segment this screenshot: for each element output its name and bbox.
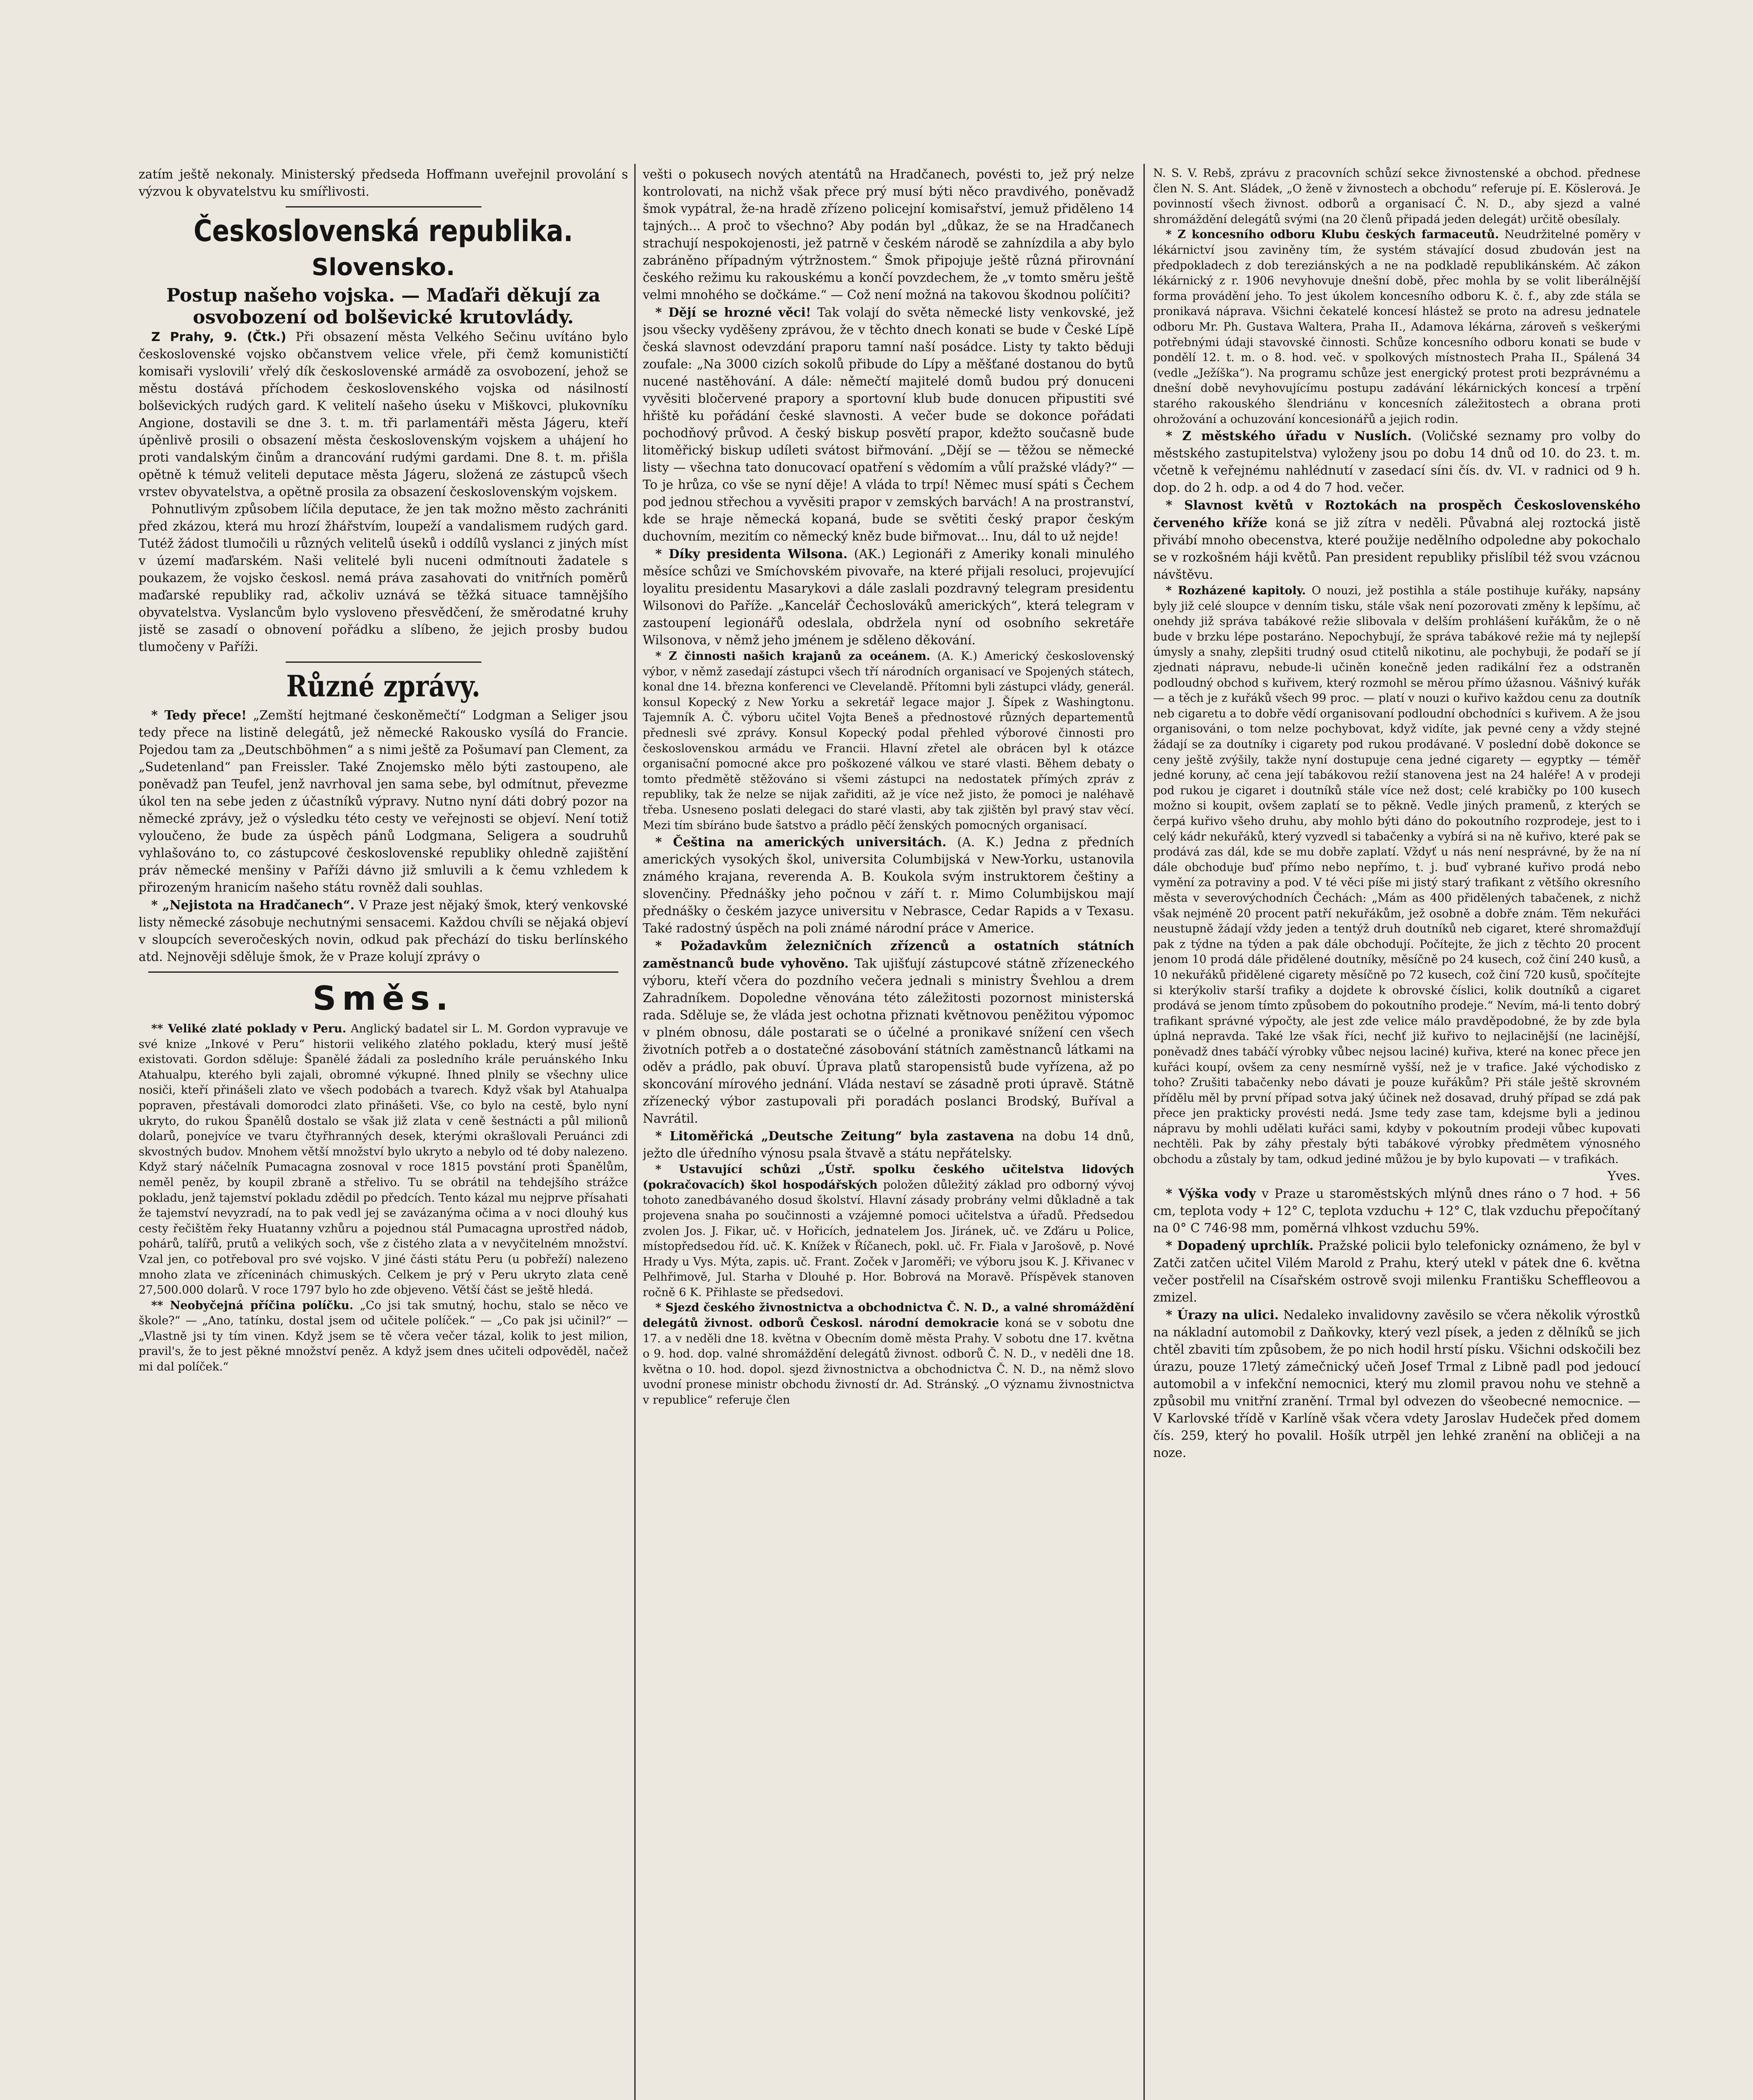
section-title: Československá republika. [193, 214, 573, 248]
news-item [1153, 583, 1640, 1168]
column-3 [1153, 166, 1640, 2100]
article-text: Při obsazení města Velkého Sečinu uvítáno bylo československé vojsko občanstvem velice vřele, při čemž komunističtí komisaři vysloviliʼ vřelý dík československé armádě za osvobození, jehož se městu dostává příchodem československého vojska od násilností bolševických rudých gard. K velitelí našeho úseku v Miškovci, plukovníku Angione, dostavili se dne 3. t. m. tři parlamentáři města Jágeru, kteří úpěnlivě prosili o obsazení města československým vojskem a uhájení ho proti vandalským činům a drancování rudými gardami. Dne 8. t. m. přišla opětně k témuž veliteli deputace města Jágeru, složená ze zástupců všech vrstev obyvatelstva, a opětně prosila za obsazení československým vojskem. [139, 330, 628, 499]
item-lead: * Požadavkům železničních zřízenců a ostatních státních zaměstnanců bude vyhověno. [643, 938, 1134, 971]
news-item [1153, 1306, 1640, 1462]
carryover-text: vešti o pokusech nových atentátů na Hradčanech, povésti to, jež prý nelze kontrolovati, na nichž však přece prý musí býti něco pravdivého, poněvadž šmok vypátral, že-na hradě zřízeno policejní komisařství, jemuž přiděleno 14 tajných... A proč to všechno? Aby podán byl „důkaz, že se na Hradčanech strachují nespokojenosti, jež patrně v českém národě se zahnízdila a aby bylo zabráněno případným výtržnostem.“ Šmok připojuje ještě různá přirovnání českého režimu ku rakouskému a končí povzdechem, že „v tomto směru ještě velmi mnohého se dočkáme.“ — Což není možná na takovou škodnou políčiti? [643, 167, 1134, 302]
item-body: „Co jsi tak smutný, hochu, stalo se něco ve škole?“ — „Ano, tatínku, dostal jsem od učitele políček.“ — „Co pak jsi učinil?“ — „Vlastně jsi ty tím vinen. Když jsem se tě včera večer tázal, kolik to jest milion, pravil's, že to jest pěkné množství peněz. A když jsem dnes učiteli odpověděl, načež mi dal políček.“ [139, 1299, 628, 1374]
divider [286, 206, 481, 207]
news-item [643, 937, 1134, 1127]
item-lead: * Z činnosti našich krajanů za oceánem. [655, 650, 930, 663]
item-lead: * Výška vody [1166, 1186, 1256, 1201]
subsection-title: Slovensko. [311, 254, 455, 281]
item-body: Pražské policii bylo telefonicky oznámeno, že byl v Zatči zatčen učitel Vilém Marold z Prahu, který utekl v pátek dne 6. května večer postřelil na Císařském ostrově svoji milenku Františku Scheffleovou a zmizel. [1153, 1238, 1640, 1305]
item-lead: * Dějí se hrozné věci! [655, 305, 811, 320]
column-1 [139, 166, 628, 2100]
news-item [643, 1162, 1134, 1300]
divider [286, 662, 481, 663]
item-lead: * Díky presidenta Wilsona. [655, 546, 848, 561]
item-body: (Voličské seznamy pro volby do městského zastupitelstva) vyloženy jsou po dobu 14 dnů od 10. do 23. t. m. včetně k veřejnému nahlédnutí v zasedací síni čís. dv. VI. v radnici od 9 h. dop. do 2 h. odp. a od 4 do 7 hod. večer. [1153, 429, 1640, 495]
column-divider [1143, 164, 1145, 2100]
section-title-2: Různé zprávy. [286, 669, 481, 704]
item-body: Neudržitelné poměry v lékárnictví jsou zaviněny tím, že systém stávající dosud zbudován jest na předpokladech z dob tereziánských a ne na podkladě republikánském. Ač zákon lékárnický z r. 1906 nevyhovuje dnešní době, přec mohla by se volit liberálnější forma provádění jeho. To jest úkolem koncesního odboru K. č. f., aby zde stála se pronikavá náprava. Všichni čekatelé koncesí hlástež se proto na adresu jednatele odboru Mr. Ph. Gustava Waltera, Praha II., Adamova lékárna, zároveň s veškerými potřebnými údaji stavovské činnosti. Schůze koncesního odboru konati se bude v pondělí 12. t. m. o 8. hod. več. v spolkových místnostech Praha II., Spálená 34 (vedle „Ježíška“). Na programu schůze jest energický protest proti bezprávnému a dnešní době nevyhovujícímu postupu zadávání lékárnických koncesí a trpění starého rakouského šlendriánu v koncesních záležitostech a obrana proti ohrožování a ochuzování koncesionářů a jejich rodin. [1153, 228, 1640, 426]
signature: Yves. [1607, 1168, 1640, 1183]
item-lead: * Z městského úřadu v Nuslích. [1166, 428, 1412, 444]
item-lead: ** Veliké zlaté poklady v Peru. [151, 1022, 347, 1035]
news-item [1153, 496, 1640, 583]
item-lead: * Ustavující schůzi „Ústř. spolku českého učitelstva lidových (pokračovacích) škol hospodářských [643, 1163, 1134, 1192]
item-body: V Praze jest nějaký šmok, který venkovské listy německé zásobuje nechutnými sensacemi. Každou chvíli se nějaká objeví v sloupcích severočeských novin, odkud pak přechází do tisku berlínského atd. Nejnověji sděluje šmok, že v Praze kolují zprávy o [139, 898, 628, 964]
item-body: (A. K.) Jedna z předních amerických vysokých škol, universita Columbijská v New-Yorku, ustanovila známého krajana, reverenda A. B. Koukola svým instruktorem češtiny a slovenčiny. Přednášky jeho počnou v září t. r. Mimo Columbijskou mají přednášky o českém jazyce universitu v Nebrasce, Cedar Rapids a v Texasu. Také radostný úspěch na poli známé národní práce v Americe. [643, 835, 1134, 936]
news-item [643, 545, 1134, 649]
item-lead: * „Nejistota na Hradčanech“. [151, 898, 355, 912]
article-headline: Postup našeho vojska. — Maďaři děkují za osvobození od bolševické krutovlády. [166, 285, 601, 328]
item-body: Anglický badatel sir L. M. Gordon vypravuje ve své knize „Inkové v Peru“ historii velikého zlatého pokladu, který musí ještě existovati. Gordon sděluje: Španělé žádali za posledního krále peruánského Inku Atahualpu, kterého byli zajali, obromné výkupné. Ihned plnily se všechny ulice nosiči, kteří přinášeli zlato ve všech podobách a tvarech. Když však byl Atahualpa popraven, přestávali domorodci zlato přinášeti. Vše, co bylo na cestě, bylo nyní ukryto, do rukou Španělů dostalo se však již zlata v ceně šestnácti a půl milionů dolarů, ponejvíce ve tvaru čtyřhranných desek, kterými okrašlovali Peruánci zdi skvostných budov. Mnohem větší množství bylo ukryto a nebylo od té doby nalezeno. Když starý náčelník Pumacagna zosnoval v roce 1815 povstání proti Španělům, neměl peněz, by koupil zbraně a střelivo. Tu se obrátil na tehdejšího strážce pokladu, jenž tajemství pokladu zdědil po předcích. Tento kázal mu nejprve přísahati že tajemství nevyzradí, na to pak vedl jej se zavázanýma očima a v noci dlouhý kus cesty řečištěm řeky Huatanny vzhůru a pojednou stál Pumacagna uprostřed nádob, pohárů, talířů, prutů a velikých soch, vše z čistého zlata a v nevyčitelném množství. Vzal jen, co potřeboval pro své vojsko. V jiné části státu Peru (u pobřeží) nalezeno mnoho zlata ve zříceninách chimuských. Celkem je prý v Peru ukryto zlata ceně 27,500.000 dolarů. V roce 1797 bylo ho zde objeveno. Větší část se ještě hledá. [139, 1022, 628, 1297]
item-body: koná se již zítra v neděli. Půvabná alej roztocká jistě přivábí mnoho obecenstva, které použije nedělního odpoledne aby pokochalo se v rozkošném háji květů. Pan president republiky přislíbil též svou vzácnou návštěvu. [1153, 516, 1640, 582]
news-item [1153, 227, 1640, 427]
item-lead: ** Neobyčejná příčina políčku. [151, 1299, 354, 1312]
item-body: Tak volají do světa německé listy venkovské, jež jsou všecky vyděšeny zprávou, že v těchto dnech konati se bude v České Lípě česká slavnost odevzdání praporu tamní naší posádce. Listy ty takto běduji zoufale: „Na 3000 cizích sokolů přibude do Lípy a měšťané dostanou do bytů nucené nastěhování. A dále: němečtí majitelé domů budou prý donuceni vyvěsiti bločervené prapory a sportovní klub bude donucen připustiti své hřiště ku pořádání české slavnosti. A večer bude se dokonce pořádati pochodňový průvod. A český biskup posvětí prapor, kdežto současně bude litoměřický biskup udíleti svátost biřmování. „Dějí se — těžou se německé listy — všechna tato donucovací opatření s vědomím a vůlí pražské vlády?“ — To je hrůza, co vše se nyní děje! A vláda to trpí! Němec musí spáti s Čechem pod jednou střechou a vyvěsiti prapor v zemských barvách! A na prostranství, kde se hraje německá kopaná, bude se světiti český prapor českým duchovním, mezitím co německý kněz bude biřmovat... Inu, dál to už nejde! [643, 305, 1134, 543]
news-item [1153, 427, 1640, 496]
item-body: (A. K.) Americký československý výbor, v němž zasedají zástupci všech tří národních organisací ve Spojených státech, konal dne 14. března konferenci ve Clevelandě. Přítomni byli zástupci vlády, generál. konsul Kopecký z New Yorku a sekretář legace major J. Šípek z Washingtonu. Tajemník A. Č. výboru učitel Vojta Beneš a přednostové různých departementů přednesli své zprávy. Konsul Kopecký podal přehled výborové činnosti pro československou armádu ve Francii. Hlavní zřetel ale obrácen byl k otázce organisační pomocné akce pro poškozené válkou ve staré vlasti. Během debaty o tomto předmětě stěžováno si všemi zástupci na nedostatek přímých zpráv z republiky, tak že nelze se nijak zařiditi, až je více než jisto, že pomoci je naléhavě třeba. Usneseno poslati delegaci do staré vlasti, aby tak zjištěn byl pravý stav věcí. Mezi tím sbíráno bude šatstvo a prádlo pěčí ženských pomocných organisací. [643, 650, 1134, 832]
section-title-3: Směs. [313, 980, 454, 1018]
item-body: položen důležitý základ pro odborný vývoj tohoto zanedbávaného dosud školství. Hlavní zásady probrány velmi důkladně a tak projevena snaha po součinnosti a vzájemné pomoci učitelstva a úřadů. Předsedou zvolen Jos. J. Fikar, uč. v Hořicích, jednatelem Jos. Jiránek, uč. ve Zďáru u Police, místopředsedou říd. uč. K. Knížek v Říčanech, pokl. uč. Fr. Fiala v Jarošově, p. Nové Hrady u Vys. Mýta, zapis. uč. Frant. Zoček v Jaroměři; ve výboru jsou K. J. Křivanec v Pelhřimově, Jul. Starha v Dlouhé p. Hor. Bobrová na Moravě. Příspěvek stanoven ročně 6 K. Přihlaste se předsedovi. [643, 1178, 1134, 1299]
item-lead: * Sjezd českého živnostnictva a obchodnictva Č. N. D., a valné shromáždění delegátů živnost. odborů Českosl. národní demokracie [643, 1301, 1134, 1330]
divider [148, 971, 618, 973]
item-lead: * Slavnost květů v Roztokách na prospěch Československého červeného kříže [1153, 498, 1640, 530]
news-item [1153, 1185, 1640, 1237]
item-body: koná se v sobotu dne 17. a v neděli dne 18. května v Obecním domě města Prahy. V sobotu dne 17. května o 9. hod. dop. valné shromáždění delegátů živnost. odborů Č. N. D., v neděli dne 18. května o 10. hod. dopol. sjezd živnostnictva a obchodnictva Č. N. D., na němž slovo uvodní pronese ministr obchodu živností dr. Ad. Stránský. „O významu živnostnictva v republice“ referuje člen [643, 1317, 1134, 1407]
dateline: Z Prahy, 9. (Čtk.) [151, 330, 286, 344]
carryover-text: zatím ještě nekonaly. Ministerský předseda Hoffmann uveřejnil provolání s výzvou k obyvatelstvu ku smířlivosti. [139, 167, 628, 199]
item-body: Nedaleko invalidovny zavěsilo se včera několik výrostků na nákladní automobil z Daňkovky, který vezl písek, a jeden z dělníků se jich chtěl zbaviti tím způsobem, že po nich hodil hrstí písku. Všichni odskočili bez úrazu, pouze 17letý zámečnický učeň Josef Trmal z Libně padl pod jedoucí automobil a v infekční nemocnici, který mu zlomil pravou nohu ve stehně a způsobil mu vnitřní zranění. Trmal byl odvezen do všeobecné nemocnice. — V Karlovské třídě v Karlíně však včera vdety Jaroslav Hudeček před domem čís. 259, který ho povalil. Hošík utrpěl jen lehké zranění na obličeji a na noze. [1153, 1307, 1640, 1460]
column-divider [634, 164, 636, 2100]
item-body: na dobu 14 dnů, ježto dle úředního výnosu psala štvavě a státu nepřátelsky. [643, 1129, 1134, 1161]
news-item [139, 1298, 628, 1375]
news-item [1153, 1237, 1640, 1306]
item-lead: * Tedy přece! [151, 708, 247, 722]
item-body: O nouzi, jež postihla a stále postihuje kuřáky, napsány byly již celé sloupce v denním tisku, stále však není pozorovati změny k lepšímu, ač onehdy již správa tabákové režie slibovala v delším prohlášení kuřákům, že o ně bude v brzku lépe postaráno. Nepochybují, že správa tabákové režie má ty nejlepší úmysly a snahy, zlepšiti trudný osud ctitelů nikotinu, ale pochybuji, že podaří se jí zjednati nápravu, nebude-li učiněn konečně jeden radikální řez a odstraněn podloudný obchod s kuřivem, který rozmohl se měrou přímo úžasnou. Vášnivý kuřák — a těch je z kuřáků všech 99 proc. — platí v nouzi o kuřivo každou cenu za doutník neb cigaretu a to dobře vědí organisovaní podloudní obchodníci s kuřivem. A že jsou organisováni, o tom nelze pochybovat, když vidíte, jak pevné ceny a vždy stejné žádají se za doutníky i cigarety pod rukou prodávané. V poslední době dokonce se ceny ještě zvýšily, takže nyní dostupuje cena jedné cigarety — egyptky — téměř jedné koruny, ač cena její tabákovou režií stanovena jest na 24 haléře! A v prodeji pod rukou je cigaret i doutníků stále více než dost; celé krabičky po 100 kusech možno si koupit, ovšem zaplatí se to pěkně. Vedle jiných pramenů, z kterých se čerpá kuřivo všeho druhu, aby mohlo býti dáno do pokoutního rozprodeje, jest to i celý kádr nekuřáků, který vyzvedl si tabačenky a vybírá si na ně kuřivo, které pak se prodává zas dál, kde se mu dobře zaplatí. Vždyť u nás není nesprávné, by že na ní dále obchoduje buď přímo nebo nepřímo, t. j. buď vybrané kuřivo prodá nebo vymění za potraviny a pod. V té věci píše mi jistý starý trafikant z většího okresního města v severovýchodních Čechách: „Mám as 400 přidělených tabačenek, z nichž však nejméně 20 procent patří nekuřákům, jež osobně a dobře znám. Těm nekuřáci neustupně žádají vždy jeden a tentýž druh doutníků neb cigaret, které shromažďují pak z týdne na týden a pak dále obchodují. Počítejte, že jich z těchto 20 procent jenom 10 prodá dále přidělené doutníky, měsíčně po 24 kusech, což činí 240 kusů, a 10 nekuřáků přidělené cigarety měsíčně po 72 kusech, což činí 720 kusů, spočítejte si kterýkoliv starší trafiky a dojdete k obrovské číslici, kolik doutníků a cigaret prodává se jenom tímto způsobem do pokoutního prodeje.“ Nevím, má-li tento dobrý trafikant správné výpočty, ale jest zde velice málo pravděpodobné, že by zde byla úplná nepravda. Také lze však říci, nechť již kuřivo to nejlacinější (ne lacinější, poněvadž dnes tabáčí výrobky vůbec nejsou laciné) kuřiva, které na konec přece jen kuřáci koupí, ovšem za ceny nesmírně vyšší, než je v trafice. Jaké východisko z toho? Zrušiti tabačenky nebo dávati je pouze kuřákům? Při stále ještě skrovném přídělu měl by první případ sotva jaký účinek než dosavad, druhý případ se zdá pak přece jen prakticky provésti nedá. Jsme tedy zase tam, kdejsme byli a jedinou nápravu by mohli udělati kuřáci sami, kdyby v pokoutním prodeji vůbec kupovati nechtěli. Pak by záhy přestaly býti tabákové výrobky předmětem výnosného obchodu a zůstaly by tam, odkud jediné můžou je by bylo kupovati — v trafikách. [1153, 584, 1640, 1166]
news-item [643, 1127, 1134, 1162]
carryover-text: N. S. V. Rebš, zprávu z pracovních schůzí sekce živnostenské a obchod. přednese člen N. S. Ant. Sládek, „O ženě v živnostech a obchodu“ referuje pí. E. Köslerová. Je povinností všech živnost. odborů a organisací Č. N. D., aby sjezd a valné shromáždění delegátů svými (na 20 členů připadá jeden delegát) určitě obesílaly. [1153, 167, 1640, 226]
news-item [139, 1021, 628, 1298]
column-2 [643, 166, 1134, 2100]
news-item [139, 706, 628, 896]
item-lead: * Z koncesního odboru Klubu českých farmaceutů. [1166, 228, 1499, 242]
item-lead: * Rozházené kapitoly. [1166, 584, 1306, 598]
item-lead: * Čeština na amerických universitách. [655, 835, 947, 850]
item-lead: * Litoměřická „Deutsche Zeitung“ byla zastavena [655, 1129, 1014, 1144]
article-paragraph [139, 328, 628, 501]
item-lead: * Dopadený uprchlík. [1166, 1238, 1314, 1253]
item-body: „Zemští hejtmané českoněmečtí“ Lodgman a Seliger jsou tedy přece na listině delegátů, jež německé Rakousko vysílá do Francie. Pojedou tam za „Deutschböhmen“ a s nimi ještě za Pošumaví pan Clement, za „Sudetenland“ pan Freissler. Také Znojemsko mělo býti zastoupeno, ale poněvadž pan Teufel, jenž navrhoval jen sama sebe, byl odmítnut, převezme úkol ten na sebe jeden z účastníků výpravy. Nutno nyní dáti dobrý pozor na německé zprávy, jež o výsledku této cesty ve veřejnosti se objeví. Není totiž vyloučeno, že bude za úspěch pánů Lodgmana, Seligera a soudruhů vyhlašováno to, co zástupcové československé republiky ohledně zajištění práv německé menšiny v Paříži dávno již smluvili a k čemu vzhledem k přirozeným hranicím našeho státu rovněž dali souhlas. [139, 708, 628, 895]
item-body: v Praze u staroměstských mlýnů dnes ráno o 7 hod. + 56 cm, teplota vody + 12° C, teplota vzduchu + 12° C, tlak vzduchu přepočítaný na 0° C 746·98 mm, poměrná vlhkost vzduchu 59%. [1153, 1186, 1640, 1235]
news-item [139, 896, 628, 966]
news-item [643, 649, 1134, 833]
news-item [643, 833, 1134, 937]
article-paragraph: Pohnutlivým způsobem líčila deputace, že jen tak možno město zachrániti před zkázou, která mu hrozí žhářstvím, loupeží a vandalismem rudých gard. Tutéž žádost tlumočili u různých velitelů úseků i oddílů vyslanci z jiných míst v území maďarském. Naši velitelé byli nuceni odmítnouti žadatele s poukazem, že vojsko českosl. nemá práva zasahovati do vnitřních poměrů maďarské republiky rad, ačkoliv uznává se těžká situace tamnějšího obyvatelstva. Vyslancům bylo vysloveno přesvědčení, že směrodatné kruhy jistě se zasadí o obnovení pořádku a slíbeno, že jejich prosby budou tlumočeny v Paříži. [139, 502, 628, 654]
item-body: Tak ujišťují zástupcové státně zřízeneckého výboru, kteří včera do pozdního večera jednali s ministry Švehlou a drem Zahradníkem. Dopoledne věnována této záležitosti pozornost ministerská rada. Sděluje se, že vláda jest ochotna přiznati květnovou peněžitou výpomoc v plném obnosu, dále postarati se o účelné a pronikavé snížení cen všech životních potřeb a o dostatečné zásobování státních zaměstnanců látkami na oděv a prádlo, pak obuví. Úprava platů staropensistů bude vyřízena, až po skoncování mírového jednání. Vláda nestaví se zásadně proti úpravě. Státně zřízenecký výbor zastupovali při poradách poslanci Brodský, Buříval a Navrátil. [643, 956, 1134, 1126]
item-lead: * Úrazy na ulici. [1166, 1307, 1279, 1322]
news-item [643, 1300, 1134, 1408]
item-body: (AK.) Legionáři z Ameriky konali minulého měsíce schůzi ve Smíchovském pivovaře, na které přijali resoluci, projevující loyalitu presidentu Masarykovi a dále zaslali pozdravný telegram presidentu Wilsonovi do Paříže. „Kancelář Čechoslováků amerických“, která telegram v zastoupení legionářů odeslala, obdržela nyní od osobního sekretáře Wilsonova, v němž jeho jménem je sděleno děkování. [643, 547, 1134, 647]
news-item [643, 304, 1134, 545]
